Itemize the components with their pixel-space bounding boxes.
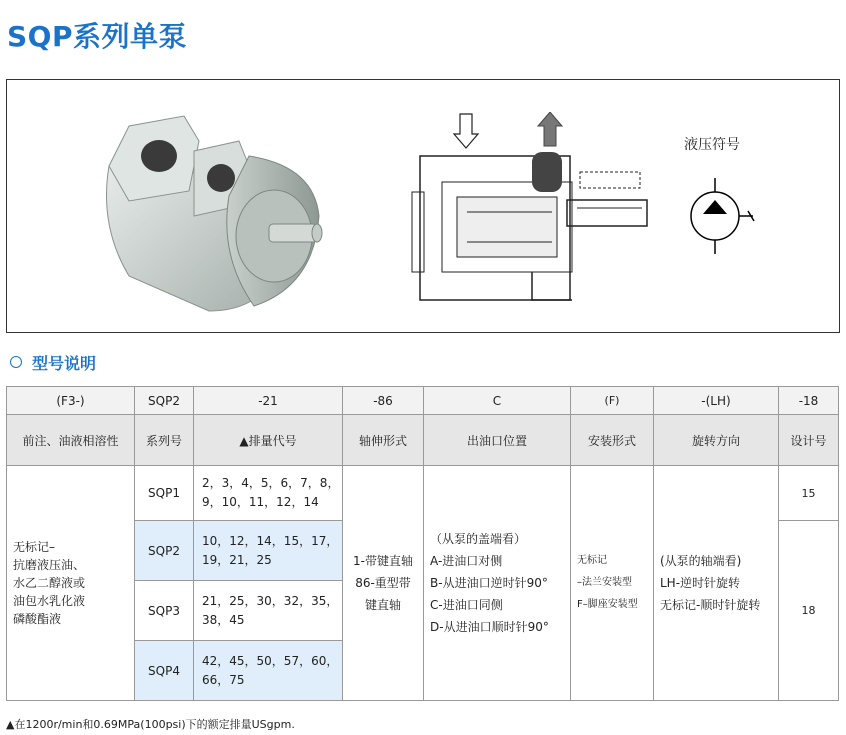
figure-panel: [6, 79, 840, 333]
code-cell: (F3-): [7, 387, 135, 415]
fluid-compat-cell: 无标记– 抗磨液压油、 水乙二醇液或 油包水乳化液 磷酸酯液: [7, 466, 135, 701]
mount-cell: 无标记 –法兰安装型 F–脚座安装型: [571, 466, 654, 701]
header-cell: 系列号: [135, 415, 194, 466]
code-cell: (F): [571, 387, 654, 415]
header-cell: 前注、油液相溶性: [7, 415, 135, 466]
series-cell: SQP2: [135, 521, 194, 581]
hydraulic-symbol-label: 液压符号: [684, 137, 740, 153]
cross-section-diagram: [402, 112, 662, 308]
hydraulic-pump-symbol: [675, 178, 755, 258]
series-cell: SQP3: [135, 581, 194, 641]
pump-photo: [89, 106, 329, 320]
header-cell: 轴伸形式: [343, 415, 424, 466]
series-cell: SQP1: [135, 466, 194, 521]
code-cell: -(LH): [654, 387, 779, 415]
code-cell: -86: [343, 387, 424, 415]
displacement-cell: 10，12，14，15，17， 19，21，25: [194, 521, 343, 581]
section-header: [10, 350, 96, 374]
code-row: [7, 387, 839, 415]
displacement-cell: 21，25，30，32，35， 38，45: [194, 581, 343, 641]
shaft-cell: 1-带键直轴 86-重型带 键直轴: [343, 466, 424, 701]
displacement-cell: 42，45，50，57，60， 66，75: [194, 641, 343, 701]
header-cell: 安装形式: [571, 415, 654, 466]
model-code-table: [6, 386, 839, 701]
code-cell: -21: [194, 387, 343, 415]
table-row: [7, 466, 839, 521]
header-cell: 出油口位置: [424, 415, 571, 466]
header-cell: 旋转方向: [654, 415, 779, 466]
code-cell: -18: [779, 387, 839, 415]
displacement-cell: 2，3，4，5，6，7，8， 9，10，11，12，14: [194, 466, 343, 521]
rotation-cell: (从泵的轴端看) LH-逆时针旋转 无标记-顺时针旋转: [654, 466, 779, 701]
series-cell: SQP4: [135, 641, 194, 701]
footnote: ▲在1200r/min和0.69MPa(100psi)下的额定排量USgpm.: [6, 718, 295, 731]
page-title: SQP系列单泵: [7, 20, 187, 53]
outlet-position-cell: （从泵的盖端看） A-进油口对侧 B-从进油口逆时针90° C-进油口同侧 D-从进油口顺时针90°: [424, 466, 571, 701]
circle-bullet-icon: [10, 356, 22, 368]
header-row: [7, 415, 839, 466]
design-cell: 15: [779, 466, 839, 521]
code-cell: C: [424, 387, 571, 415]
header-cell: ▲排量代号: [194, 415, 343, 466]
code-cell: SQP2: [135, 387, 194, 415]
section-title: 型号说明: [32, 353, 97, 373]
design-cell: 18: [779, 521, 839, 701]
header-cell: 设计号: [779, 415, 839, 466]
